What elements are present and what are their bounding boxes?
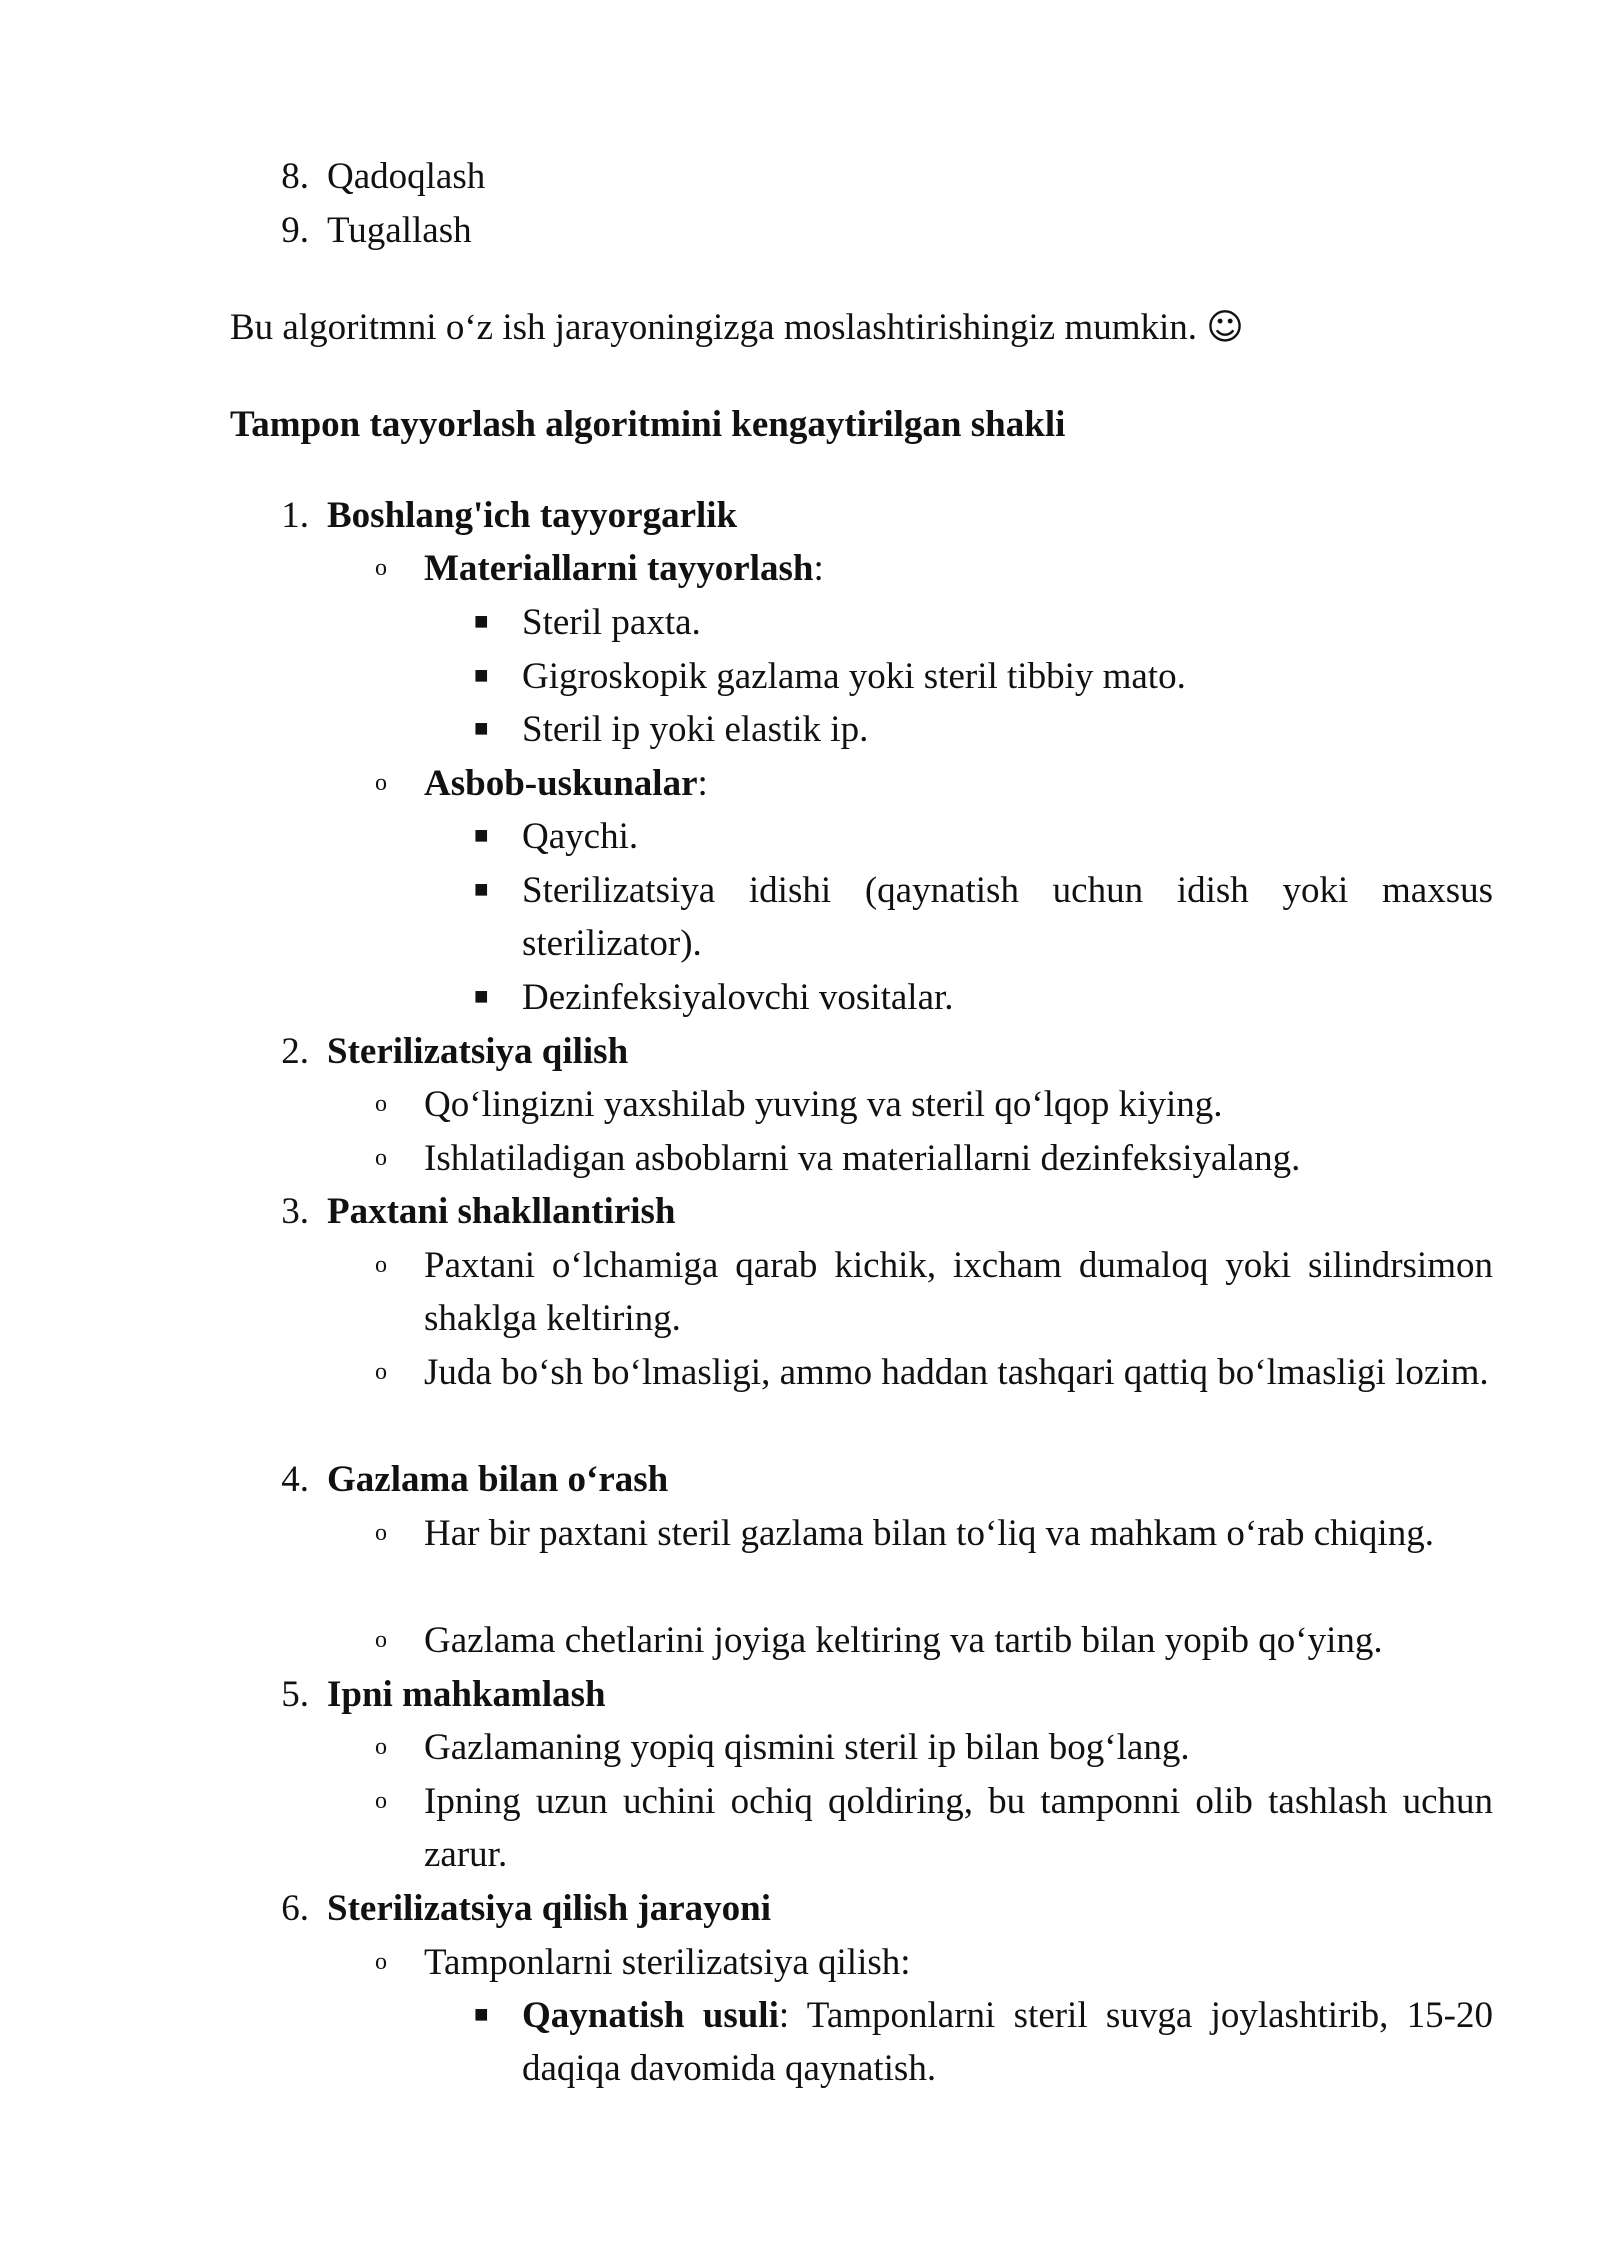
step-number: 2. [281,1031,309,1072]
step-title: Ipni mahkamlash [327,1674,606,1715]
bullet-item [0,703,1600,756]
list-item-text: Tugallash [327,210,472,251]
bullet-item [0,810,1600,863]
sub-item-text: Juda bo‘sh bo‘lmasligi, ammo haddan tashqari qattiq bo‘lmasligi lozim. [424,1352,1489,1393]
sub-item-text: Qo‘lingizni yaxshilab yuving va steril qo‘lqop kiying. [424,1084,1223,1125]
method-title: Qaynatish usuli [522,1995,779,2036]
sub-item [0,1078,1600,1131]
bullet-item [0,971,1600,1024]
square-bullet-icon: ■ [474,2002,489,2028]
step-title: Boshlang'ich tayyorgarlik [327,495,738,536]
bullet-text: Gigroskopik gazlama yoki steril tibbiy mato. [522,656,1186,697]
step-number: 6. [281,1888,309,1929]
bullet-item [0,596,1600,649]
list-item-text: Qadoqlash [327,156,486,197]
sub-item-text: Paxtani o‘lchamiga qarab kichik, ixcham dumaloq yoki silindrsimon shaklga keltiring. [424,1245,1493,1339]
square-bullet-icon: ■ [474,663,489,689]
sub-item [0,1507,1600,1613]
sub-item [0,1239,1600,1345]
circle-bullet-icon: o [375,1788,387,1814]
bullet-item [0,864,1600,970]
smiley-icon: ☺ [1206,307,1244,348]
sub-item [0,1936,1600,1989]
step-number: 1. [281,495,309,536]
numbered-step [0,1668,1600,1721]
list-number: 9. [281,210,309,251]
circle-bullet-icon: o [375,555,387,581]
list-number: 8. [281,156,309,197]
section-heading [0,398,1600,451]
bullet-text: Dezinfeksiyalovchi vositalar. [522,977,954,1018]
list-item [0,204,1600,257]
sub-item-text: Gazlamaning yopiq qismini steril ip bilan bog‘lang. [424,1727,1190,1768]
square-bullet-icon: ■ [474,984,489,1010]
square-bullet-icon: ■ [474,716,489,742]
sub-item [0,1775,1600,1881]
bullet-item [0,1989,1600,2095]
intro-text: Bu algoritmni o‘z ish jarayoningizga moslashtirishingiz mumkin. [230,307,1198,348]
circle-bullet-icon: o [375,1520,387,1546]
intro-paragraph [0,301,1600,354]
sub-item-text: Har bir paxtani steril gazlama bilan to‘liq va mahkam o‘rab chiqing. [424,1513,1434,1554]
bullet-text: Sterilizatsiya idishi (qaynatish uchun idish yoki maxsus sterilizator). [522,870,1493,964]
sub-item-text: Ishlatiladigan asboblarni va materiallarni dezinfeksiyalang. [424,1138,1301,1179]
sub-item [0,1614,1600,1667]
sub-item [0,1132,1600,1185]
step-title: Sterilizatsiya qilish [327,1031,629,1072]
numbered-step [0,1453,1600,1506]
step-number: 3. [281,1191,309,1232]
numbered-step [0,1882,1600,1935]
step-title: Gazlama bilan o‘rash [327,1459,669,1500]
circle-bullet-icon: o [375,1359,387,1385]
sub-item: o Asbob-uskunalar: [0,757,1600,810]
numbered-step [0,489,1600,542]
numbered-step [0,1025,1600,1078]
sub-item-text: Gazlama chetlarini joyiga keltiring va tartib bilan yopib qo‘ying. [424,1620,1383,1661]
square-bullet-icon: ■ [474,823,489,849]
step-title: Paxtani shakllantirish [327,1191,676,1232]
bullet-text: Steril ip yoki elastik ip. [522,709,869,750]
method-text: : Tamponlarni steril suvga joylashtirib, 15-20 daqiqa davomida qaynatish. [522,1995,1493,2089]
circle-bullet-icon: o [375,770,387,796]
circle-bullet-icon: o [375,1091,387,1117]
sub-item [0,1721,1600,1774]
circle-bullet-icon: o [375,1627,387,1653]
square-bullet-icon: ■ [474,609,489,635]
numbered-step [0,1185,1600,1238]
circle-bullet-icon: o [375,1252,387,1278]
sub-item-title: Asbob-uskunalar [424,763,698,804]
list-item [0,150,1600,203]
bullet-item [0,650,1600,703]
bullet-text: Steril paxta. [522,602,701,643]
step-number: 5. [281,1674,309,1715]
bullet-text: Qaychi. [522,816,639,857]
sub-item-text: Ipning uzun uchini ochiq qoldiring, bu tamponni olib tashlash uchun zarur. [424,1781,1493,1875]
sub-item-text: Tamponlarni sterilizatsiya qilish: [424,1942,911,1983]
circle-bullet-icon: o [375,1734,387,1760]
step-number: 4. [281,1459,309,1500]
square-bullet-icon: ■ [474,877,489,903]
sub-item: o Materiallarni tayyorlash: [0,542,1600,595]
heading-text: Tampon tayyorlash algoritmini kengaytirilgan shakli [230,404,1066,445]
sub-item-title: Materiallarni tayyorlash [424,548,814,589]
step-title: Sterilizatsiya qilish jarayoni [327,1888,771,1929]
sub-item [0,1346,1600,1452]
circle-bullet-icon: o [375,1949,387,1975]
circle-bullet-icon: o [375,1145,387,1171]
